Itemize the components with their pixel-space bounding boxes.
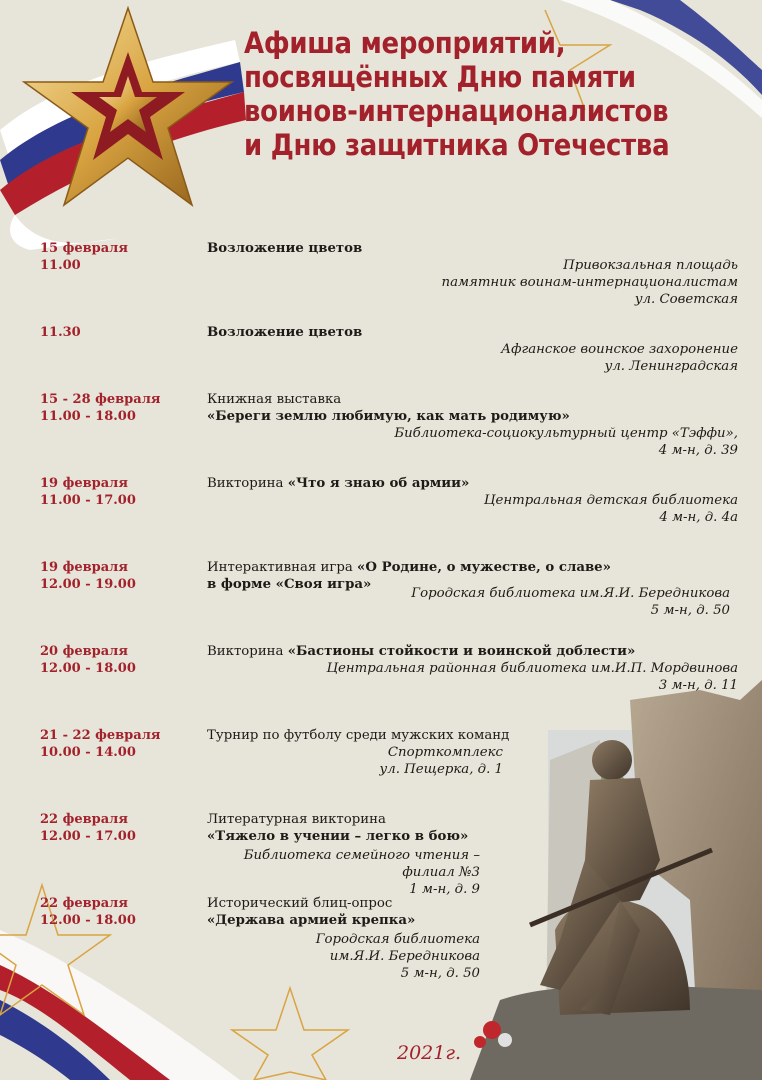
place-line: 3 м-н, д. 11 [658, 678, 738, 693]
place-line: памятник воинам-интернационалистам [441, 275, 738, 290]
title-line: Афиша мероприятий, [244, 26, 566, 60]
place-line: Библиотека-социокультурный центр «Тэффи», [394, 426, 738, 441]
event-time: 11.00 [40, 258, 81, 273]
event-name: «Тяжело в учении – легко в бою» [207, 829, 469, 844]
event-time: 12.00 - 19.00 [40, 577, 136, 592]
event-type: Турнир по футболу среди мужских команд [207, 728, 510, 743]
place-line: ул. Ленинградская [604, 359, 738, 374]
place-line: 1 м-н, д. 9 [409, 882, 480, 897]
place-line: 5 м-н, д. 50 [400, 966, 480, 981]
event-title [207, 727, 737, 744]
event-type: Литературная викторина [207, 812, 386, 827]
place-line: Центральная детская библиотека [483, 493, 738, 508]
event-place [326, 660, 738, 694]
event-title [207, 240, 737, 257]
event-time: 12.00 - 18.00 [40, 661, 136, 676]
place-line: 4 м-н, д. 4а [659, 510, 738, 525]
event-when [40, 559, 136, 593]
event-place [394, 425, 738, 459]
event-place [442, 257, 739, 308]
event-type: Исторический блиц-опрос [207, 896, 393, 911]
event-when [40, 324, 81, 341]
place-line: Привокзальная площадь [563, 258, 738, 273]
event-place [380, 744, 503, 778]
place-line: филиал №3 [402, 865, 480, 880]
event-name: Возложение цветов [207, 325, 363, 340]
event-place [244, 847, 480, 898]
place-line: Городская библиотека им.Я.И. Бередникова [411, 586, 730, 601]
event-title [207, 475, 737, 492]
event-title [207, 811, 737, 845]
event-time: 10.00 - 14.00 [40, 745, 136, 760]
title-line: воинов-интернационалистов [244, 94, 669, 128]
event-name-cont: в форме «Своя игра» [207, 577, 372, 592]
place-line: им.Я.И. Бередникова [329, 949, 480, 964]
event-time: 11.00 - 18.00 [40, 409, 136, 424]
event-date: 22 февраля [40, 896, 128, 911]
event-name: «Держава армией крепка» [207, 913, 416, 928]
event-name: Возложение цветов [207, 241, 363, 256]
event-when [40, 895, 136, 929]
event-date: 15 февраля [40, 241, 128, 256]
event-title [207, 324, 737, 341]
event-date: 20 февраля [40, 644, 128, 659]
event-time: 11.00 - 17.00 [40, 493, 136, 508]
place-line: Библиотека семейного чтения – [243, 848, 480, 863]
event-title [207, 643, 737, 660]
event-place [484, 492, 738, 526]
event-name: «Что я знаю об армии» [287, 476, 470, 491]
event-time: 12.00 - 17.00 [40, 829, 136, 844]
event-name: «О Родине, о мужестве, о славе» [357, 560, 611, 575]
place-line: ул. Советская [634, 292, 738, 307]
title-line: и Дню защитника Отечества [244, 128, 670, 162]
event-type: Викторина [207, 476, 284, 491]
event-when [40, 643, 136, 677]
event-when [40, 811, 136, 845]
event-date: 19 февраля [40, 560, 128, 575]
event-type: Викторина [207, 644, 284, 659]
event-title [207, 895, 737, 929]
place-line: Спорткомплекс [387, 745, 503, 760]
place-line: Афганское воинское захоронение [501, 342, 738, 357]
event-date: 21 - 22 февраля [40, 728, 161, 743]
event-type: Интерактивная игра [207, 560, 353, 575]
event-when [40, 240, 128, 274]
event-time: 12.00 - 18.00 [40, 913, 136, 928]
event-place [411, 585, 730, 619]
place-line: Центральная районная библиотека им.И.П. Мордвинова [326, 661, 738, 676]
event-date: 11.30 [40, 325, 81, 340]
event-name: «Береги землю любимую, как мать родимую» [207, 409, 570, 424]
event-place [316, 931, 480, 982]
place-line: 4 м-н, д. 39 [658, 443, 738, 458]
place-line: 5 м-н, д. 50 [650, 603, 730, 618]
event-title [207, 391, 737, 425]
event-when [40, 391, 160, 425]
event-name: «Бастионы стойкости и воинской доблести» [287, 644, 636, 659]
year-label: 2021г. [397, 1042, 461, 1064]
event-date: 19 февраля [40, 476, 128, 491]
event-place [501, 341, 738, 375]
page-title [244, 26, 693, 162]
event-date: 22 февраля [40, 812, 128, 827]
event-type: Книжная выставка [207, 392, 342, 407]
title-line: посвящённых Дню памяти [244, 60, 636, 94]
event-when [40, 727, 160, 761]
event-when [40, 475, 136, 509]
event-date: 15 - 28 февраля [40, 392, 161, 407]
place-line: ул. Пещерка, д. 1 [379, 762, 503, 777]
place-line: Городская библиотека [315, 932, 480, 947]
